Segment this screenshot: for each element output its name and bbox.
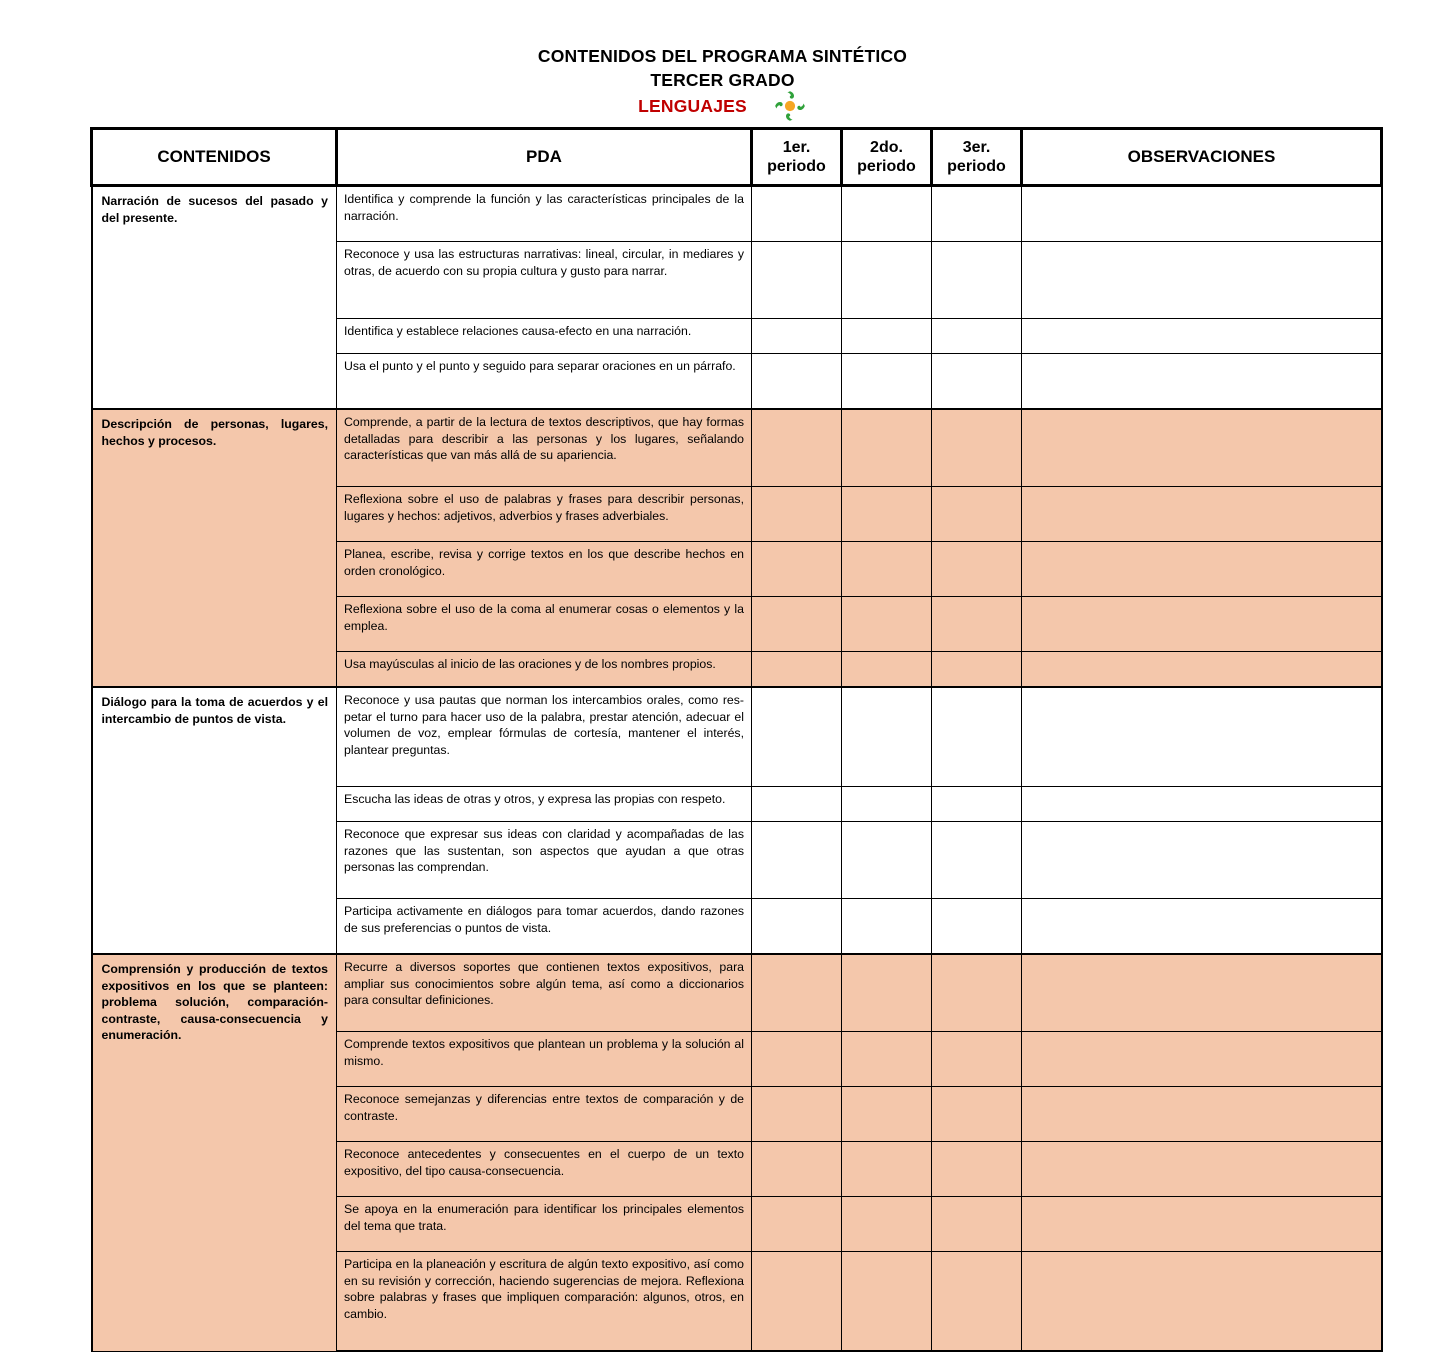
cell-periodo-1[interactable] <box>752 822 842 899</box>
cell-pda: Identifica y comprende la función y las características principales de la narración. <box>337 186 752 242</box>
table-body <box>92 186 1382 1352</box>
cell-periodo-2[interactable] <box>842 186 932 242</box>
cell-periodo-3[interactable] <box>932 687 1022 787</box>
cell-periodo-3[interactable] <box>932 597 1022 652</box>
cell-periodo-1[interactable] <box>752 1142 842 1197</box>
cell-periodo-1[interactable] <box>752 1032 842 1087</box>
cell-periodo-1[interactable] <box>752 487 842 542</box>
cell-periodo-1[interactable] <box>752 1087 842 1142</box>
cell-periodo-1[interactable] <box>752 954 842 1032</box>
column-header-periodo-3 <box>932 129 1022 186</box>
cell-periodo-3[interactable] <box>932 1087 1022 1142</box>
contents-table-container <box>90 127 1380 1352</box>
cell-periodo-1[interactable] <box>752 597 842 652</box>
cell-periodo-2[interactable] <box>842 1032 932 1087</box>
periodo-1-line2: periodo <box>767 158 826 175</box>
cell-observaciones[interactable] <box>1022 319 1382 354</box>
cell-periodo-2[interactable] <box>842 954 932 1032</box>
column-header-pda: PDA <box>337 129 752 186</box>
cell-observaciones[interactable] <box>1022 242 1382 319</box>
cell-pda: Reflexiona sobre el uso de palabras y frases para describir personas, lugares y hechos: adjetivos, adverbios y frases adverbiales. <box>337 487 752 542</box>
page-title-line1: CONTENIDOS DEL PROGRAMA SINTÉTICO <box>537 46 908 66</box>
cell-periodo-1[interactable] <box>752 242 842 319</box>
cell-pda: Usa mayúsculas al inicio de las oraciones y de los nombres propios. <box>337 652 752 688</box>
cell-pda: Reflexiona sobre el uso de la coma al enumerar cosas o elementos y la emplea. <box>337 597 752 652</box>
cell-contenido: Descripción de personas, lugares, hechos y procesos. <box>92 409 337 687</box>
cell-periodo-3[interactable] <box>932 487 1022 542</box>
cell-observaciones[interactable] <box>1022 542 1382 597</box>
cell-pda: Recurre a diversos soportes que contienen textos expositivos, para ampliar sus conocimientos sobre algún tema, así como a diccionarios para consultar definiciones. <box>337 954 752 1032</box>
cell-periodo-1[interactable] <box>752 319 842 354</box>
cell-periodo-3[interactable] <box>932 1252 1022 1352</box>
cell-periodo-2[interactable] <box>842 242 932 319</box>
cell-observaciones[interactable] <box>1022 1197 1382 1252</box>
cell-observaciones[interactable] <box>1022 652 1382 688</box>
cell-pda: Reconoce y usa pautas que norman los intercambios orales, como res- petar el turno para hacer uso de la palabra, prestar atención, adecuar el volumen de voz, emplear fórmulas de cortesía, mantener el interés, plantear preguntas. <box>337 687 752 787</box>
cell-observaciones[interactable] <box>1022 1087 1382 1142</box>
cell-periodo-3[interactable] <box>932 1032 1022 1087</box>
periodo-1-line1: 1er. <box>782 139 811 156</box>
cell-periodo-1[interactable] <box>752 652 842 688</box>
cell-periodo-1[interactable] <box>752 354 842 410</box>
cell-periodo-3[interactable] <box>932 1197 1022 1252</box>
cell-observaciones[interactable] <box>1022 487 1382 542</box>
cell-observaciones[interactable] <box>1022 186 1382 242</box>
table-row <box>92 687 1382 787</box>
cell-pda: Comprende textos expositivos que plantean un problema y la solución al mismo. <box>337 1032 752 1087</box>
column-header-observaciones: OBSERVACIONES <box>1022 129 1382 186</box>
cell-pda: Reconoce que expresar sus ideas con claridad y acompañadas de las razones que las sustentan, son aspectos que ayudan a que otras personas las comprendan. <box>337 822 752 899</box>
page-title-line2: TERCER GRADO <box>650 70 795 90</box>
cell-observaciones[interactable] <box>1022 597 1382 652</box>
cell-pda: Comprende, a partir de la lectura de textos descriptivos, que hay formas detalladas para describir a las personas y los lugares, señalando características que van más allá de su apariencia. <box>337 409 752 487</box>
column-header-contenidos: CONTENIDOS <box>92 129 337 186</box>
cell-periodo-1[interactable] <box>752 787 842 822</box>
cell-periodo-2[interactable] <box>842 597 932 652</box>
cell-periodo-1[interactable] <box>752 542 842 597</box>
table-row <box>92 409 1382 487</box>
cell-pda: Escucha las ideas de otras y otros, y expresa las propias con respeto. <box>337 787 752 822</box>
table-header <box>92 129 1382 186</box>
cell-periodo-2[interactable] <box>842 409 932 487</box>
cell-pda: Usa el punto y el punto y seguido para separar oraciones en un párrafo. <box>337 354 752 410</box>
cell-periodo-3[interactable] <box>932 652 1022 688</box>
cell-periodo-2[interactable] <box>842 1252 932 1352</box>
cell-periodo-3[interactable] <box>932 242 1022 319</box>
cell-periodo-2[interactable] <box>842 1197 932 1252</box>
cell-observaciones[interactable] <box>1022 409 1382 487</box>
column-header-periodo-1 <box>752 129 842 186</box>
cell-periodo-2[interactable] <box>842 899 932 955</box>
periodo-3-line1: 3er. <box>962 139 991 156</box>
contents-table <box>90 127 1383 1352</box>
cell-periodo-2[interactable] <box>842 1087 932 1142</box>
cell-periodo-2[interactable] <box>842 687 932 787</box>
table-header-row <box>92 129 1382 186</box>
cell-periodo-1[interactable] <box>752 687 842 787</box>
cell-periodo-3[interactable] <box>932 542 1022 597</box>
cell-periodo-2[interactable] <box>842 319 932 354</box>
cell-observaciones[interactable] <box>1022 1142 1382 1197</box>
cell-pda: Participa en la planeación y escritura de algún texto expositivo, así como en su revisión y corrección, haciendo sugerencias de mejora. Reflexiona sobre palabras y frases que impliquen comparación: algunos, otros, en cambio. <box>337 1252 752 1352</box>
column-header-periodo-2 <box>842 129 932 186</box>
cell-observaciones[interactable] <box>1022 787 1382 822</box>
cell-periodo-3[interactable] <box>932 822 1022 899</box>
cell-observaciones[interactable] <box>1022 687 1382 787</box>
cell-contenido: Diálogo para la toma de acuerdos y el intercambio de puntos de vista. <box>92 687 337 954</box>
cell-contenido: Narración de sucesos del pasado y del presente. <box>92 186 337 410</box>
cell-periodo-1[interactable] <box>752 186 842 242</box>
cell-periodo-2[interactable] <box>842 1142 932 1197</box>
cell-periodo-1[interactable] <box>752 409 842 487</box>
periodo-2-line2: periodo <box>857 158 916 175</box>
cell-periodo-3[interactable] <box>932 354 1022 410</box>
cell-periodo-2[interactable] <box>842 822 932 899</box>
cell-observaciones[interactable] <box>1022 822 1382 899</box>
cell-periodo-1[interactable] <box>752 1197 842 1252</box>
cell-periodo-3[interactable] <box>932 319 1022 354</box>
cell-periodo-3[interactable] <box>932 954 1022 1032</box>
cell-pda: Reconoce y usa las estructuras narrativas: lineal, circular, in mediares y otras, de acuerdo con su propia cultura y gusto para narrar. <box>337 242 752 319</box>
cell-pda: Participa activamente en diálogos para tomar acuerdos, dando razones de sus preferencias o puntos de vista. <box>337 899 752 955</box>
cell-periodo-3[interactable] <box>932 787 1022 822</box>
cell-pda: Identifica y establece relaciones causa-efecto en una narración. <box>337 319 752 354</box>
eco-flower-icon <box>773 89 807 123</box>
cell-periodo-1[interactable] <box>752 1252 842 1352</box>
cell-periodo-3[interactable] <box>932 409 1022 487</box>
cell-contenido: Comprensión y producción de textos expositivos en los que se planteen: problema solución, comparación-contraste, causa-consecuencia y enumeración. <box>92 954 337 1351</box>
cell-observaciones[interactable] <box>1022 1252 1382 1352</box>
cell-observaciones[interactable] <box>1022 954 1382 1032</box>
document-header <box>0 0 1445 118</box>
cell-observaciones[interactable] <box>1022 899 1382 955</box>
table-row <box>92 186 1382 242</box>
cell-periodo-2[interactable] <box>842 652 932 688</box>
cell-pda: Planea, escribe, revisa y corrige textos en los que describe hechos en orden cronológico. <box>337 542 752 597</box>
cell-pda: Reconoce semejanzas y diferencias entre textos de comparación y de contraste. <box>337 1087 752 1142</box>
cell-pda: Se apoya en la enumeración para identificar los principales elementos del tema que trata. <box>337 1197 752 1252</box>
cell-observaciones[interactable] <box>1022 354 1382 410</box>
table-row <box>92 954 1382 1032</box>
cell-periodo-3[interactable] <box>932 186 1022 242</box>
cell-periodo-2[interactable] <box>842 487 932 542</box>
cell-periodo-2[interactable] <box>842 354 932 410</box>
cell-periodo-2[interactable] <box>842 787 932 822</box>
periodo-3-line2: periodo <box>947 158 1006 175</box>
cell-pda: Reconoce antecedentes y consecuentes en el cuerpo de un texto expositivo, del tipo causa-consecuencia. <box>337 1142 752 1197</box>
cell-periodo-3[interactable] <box>932 899 1022 955</box>
periodo-2-line1: 2do. <box>870 139 903 156</box>
cell-periodo-1[interactable] <box>752 899 842 955</box>
cell-observaciones[interactable] <box>1022 1032 1382 1087</box>
page-title-subject: LENGUAJES <box>638 95 747 116</box>
cell-periodo-2[interactable] <box>842 542 932 597</box>
cell-periodo-3[interactable] <box>932 1142 1022 1197</box>
